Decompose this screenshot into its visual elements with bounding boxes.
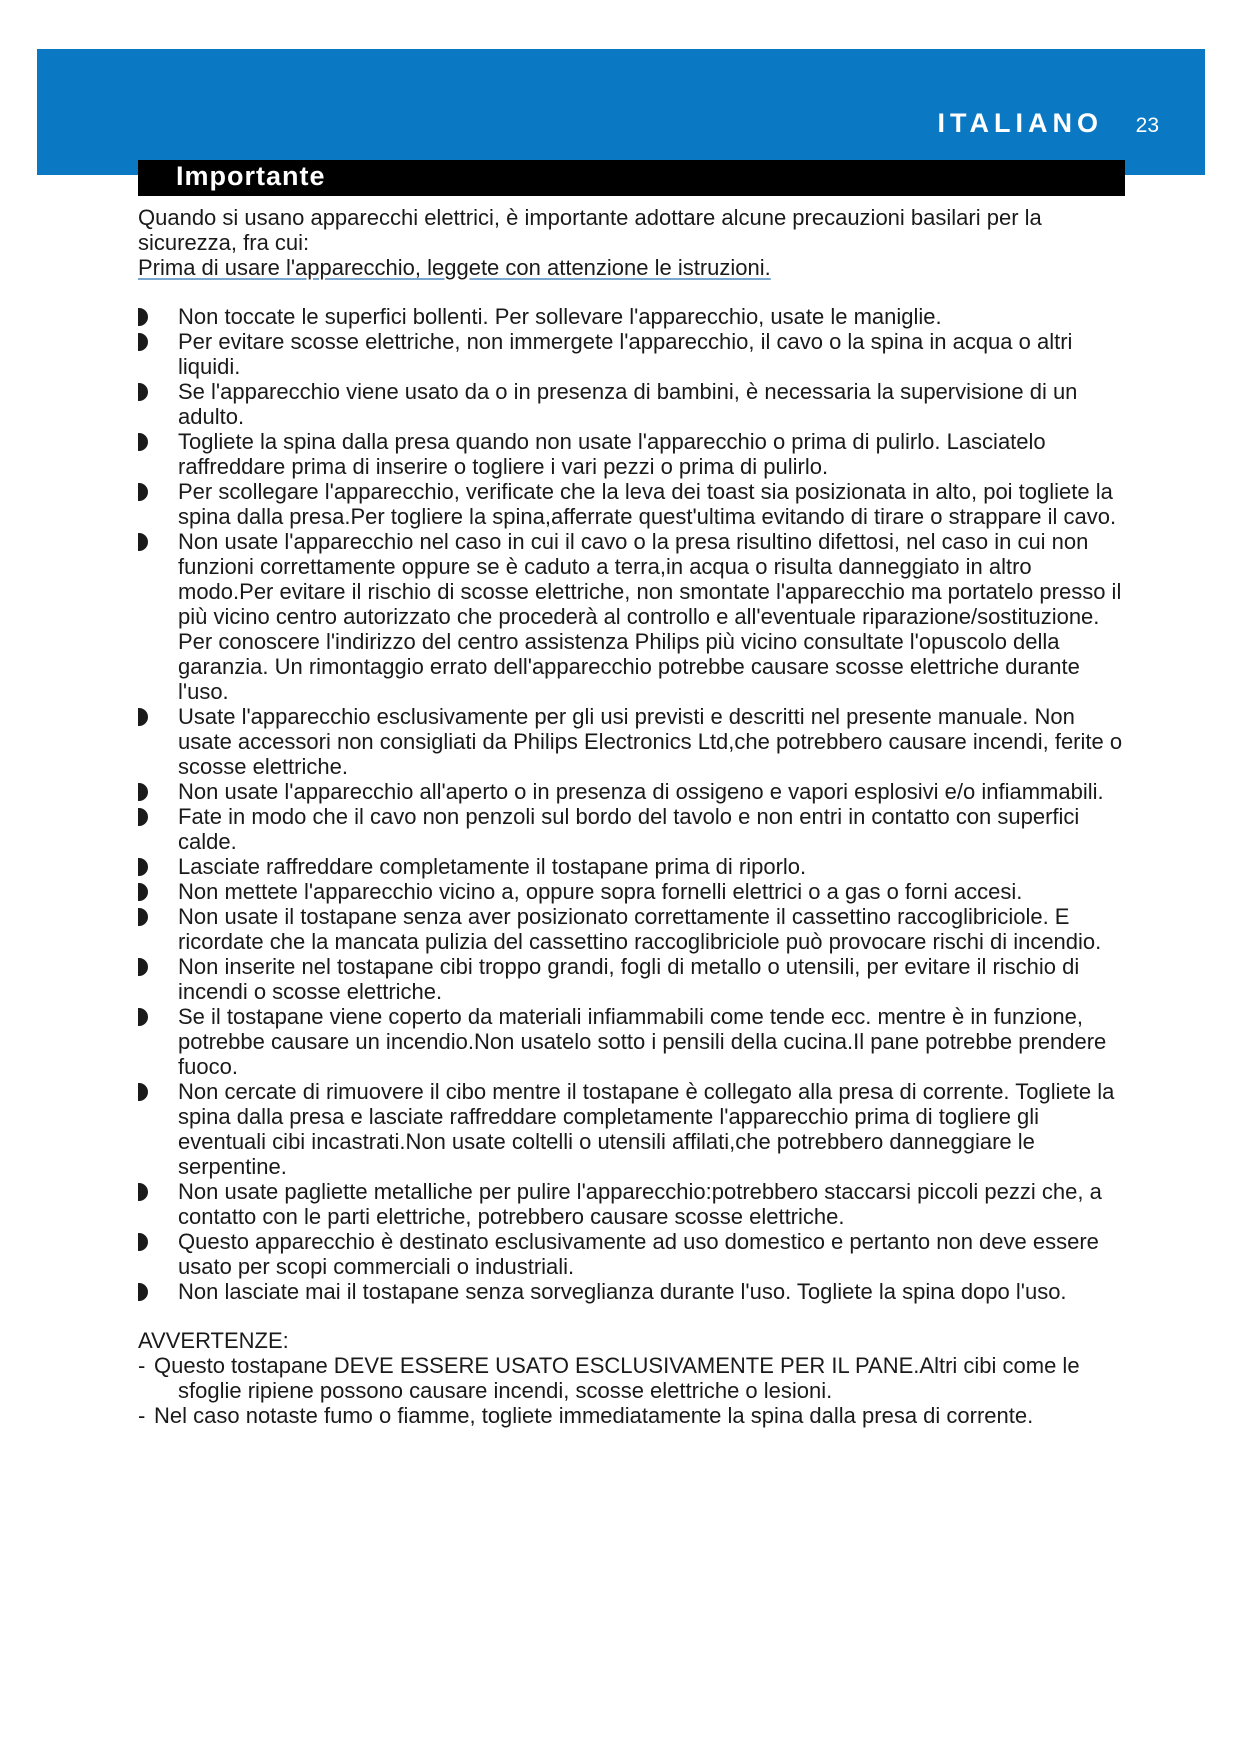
safety-item (138, 779, 1128, 804)
safety-item (138, 1279, 1128, 1304)
warning-item (138, 1403, 1128, 1428)
safety-item (138, 329, 1128, 379)
safety-item (138, 854, 1128, 879)
safety-item-text: Non lasciate mai il tostapane senza sorveglianza durante l'uso. Togliete la spina dopo l'uso. (178, 1279, 1067, 1304)
warnings (138, 1328, 1128, 1428)
dash-marker: - (138, 1403, 146, 1428)
safety-item-text: Non usate l'apparecchio all'aperto o in presenza di ossigeno e vapori esplosivi e/o infiammabili. (178, 779, 1104, 804)
safety-item (138, 479, 1128, 529)
safety-item (138, 1079, 1128, 1179)
bullet-icon (138, 433, 148, 451)
page-number: 23 (1135, 114, 1159, 137)
safety-item-text: Non cercate di rimuovere il cibo mentre il tostapane è collegato alla presa di corrente. Togliete la spina dalla presa e lasciate raffreddare completamente l'apparecchio prima di togliere gli eventuali cibi incastrati.Non usate coltelli o utensili affilati,che potrebbero danneggiare le serpentine. (178, 1079, 1115, 1179)
safety-item-text: Non inserite nel tostapane cibi troppo grandi, fogli di metallo o utensili, per evitare il rischio di incendi o scosse elettriche. (178, 954, 1080, 1004)
bullet-icon (138, 958, 148, 976)
bullet-icon (138, 1233, 148, 1251)
bullet-icon (138, 1083, 148, 1101)
bullet-icon (138, 533, 148, 551)
bullet-icon (138, 1008, 148, 1026)
safety-item-text: Non usate l'apparecchio nel caso in cui il cavo o la presa risultino difettosi, nel caso in cui non funzioni correttamente oppure se è caduto a terra,in acqua o risulta danneggiato in altro modo.Per evitare il rischio di scosse elettriche, non smontate l'apparecchio ma portatelo presso il più vicino centro autorizzato che procederà al controllo e all'eventuale riparazione/sostituzione. Per conoscere l'indirizzo del centro assistenza Philips più vicino consultate l'opuscolo della garanzia. Un rimontaggio errato dell'apparecchio potrebbe causare scosse elettriche durante l'uso. (178, 529, 1122, 704)
section-header (138, 160, 1125, 196)
safety-item (138, 304, 1128, 329)
safety-item (138, 429, 1128, 479)
warning-text: Questo tostapane DEVE ESSERE USATO ESCLUSIVAMENTE PER IL PANE.Altri cibi come le sfoglie ripiene possono causare incendi, scosse elettriche o lesioni. (154, 1353, 1080, 1403)
intro-text: Quando si usano apparecchi elettrici, è importante adottare alcune precauzioni basilari per la sicurezza, fra cui: (138, 205, 1042, 255)
bullet-icon (138, 1283, 148, 1301)
safety-item-text: Se l'apparecchio viene usato da o in presenza di bambini, è necessaria la supervisione di un adulto. (178, 379, 1078, 429)
safety-item (138, 904, 1128, 954)
bullet-icon (138, 908, 148, 926)
safety-item-text: Non usate pagliette metalliche per pulire l'apparecchio:potrebbero staccarsi piccoli pezzi che, a contatto con le parti elettriche, potrebbero causare scosse elettriche. (178, 1179, 1102, 1229)
intro (138, 205, 1128, 280)
safety-item (138, 954, 1128, 1004)
safety-item-text: Non usate il tostapane senza aver posizionato correttamente il cassettino raccoglibriciole. E ricordate che la mancata pulizia del cassettino raccoglibriciole può provocare rischi di incendio. (178, 904, 1102, 954)
bullet-icon (138, 383, 148, 401)
safety-list (138, 304, 1128, 1304)
safety-item (138, 704, 1128, 779)
bullet-icon (138, 1183, 148, 1201)
bullet-icon (138, 333, 148, 351)
safety-item-text: Non mettete l'apparecchio vicino a, oppure sopra fornelli elettrici o a gas o forni accesi. (178, 879, 1023, 904)
bullet-icon (138, 808, 148, 826)
safety-item-text: Usate l'apparecchio esclusivamente per gli usi previsti e descritti nel presente manuale. Non usate accessori non consigliati da Philips Electronics Ltd,che potrebbero causare incendi, ferite o scosse elettriche. (178, 704, 1123, 779)
safety-item (138, 1229, 1128, 1279)
warnings-title: AVVERTENZE: (138, 1328, 289, 1353)
safety-item-text: Per evitare scosse elettriche, non immergete l'apparecchio, il cavo o la spina in acqua o altri liquidi. (178, 329, 1073, 379)
safety-item-text: Per scollegare l'apparecchio, verificate che la leva dei toast sia posizionata in alto, poi togliete la spina dalla presa.Per togliere la spina,afferrate quest'ultima evitando di tirare o strappare il cavo. (178, 479, 1117, 529)
safety-item (138, 1004, 1128, 1079)
safety-item-text: Togliete la spina dalla presa quando non usate l'apparecchio o prima di pulirlo. Lasciatelo raffreddare prima di inserire o togliere i vari pezzi o prima di pulirlo. (178, 429, 1046, 479)
safety-item (138, 879, 1128, 904)
dash-marker: - (138, 1353, 146, 1378)
safety-item-text: Fate in modo che il cavo non penzoli sul bordo del tavolo e non entri in contatto con superfici calde. (178, 804, 1080, 854)
safety-item (138, 1179, 1128, 1229)
bullet-icon (138, 708, 148, 726)
section-title: Importante (176, 161, 326, 191)
warning-text: Nel caso notaste fumo o fiamme, togliete immediatamente la spina dalla presa di corrente. (154, 1403, 1034, 1428)
bullet-icon (138, 858, 148, 876)
bullet-icon (138, 308, 148, 326)
safety-item (138, 804, 1128, 854)
bullet-icon (138, 783, 148, 801)
page-content (138, 205, 1128, 1428)
safety-item (138, 379, 1128, 429)
safety-item (138, 529, 1128, 704)
safety-item-text: Se il tostapane viene coperto da materiali infiammabili come tende ecc. mentre è in funzione, potrebbe causare un incendio.Non usatelo sotto i pensili della cucina.Il pane potrebbe prendere fuoco. (178, 1004, 1107, 1079)
bullet-icon (138, 883, 148, 901)
intro-lead: Prima di usare l'apparecchio, leggete con attenzione le istruzioni. (138, 255, 771, 280)
bullet-icon (138, 483, 148, 501)
safety-item-text: Questo apparecchio è destinato esclusivamente ad uso domestico e pertanto non deve essere usato per scopi commerciali o industriali. (178, 1229, 1099, 1279)
safety-item-text: Non toccate le superfici bollenti. Per sollevare l'apparecchio, usate le maniglie. (178, 304, 942, 329)
safety-item-text: Lasciate raffreddare completamente il tostapane prima di riporlo. (178, 854, 807, 879)
warning-item (138, 1353, 1128, 1403)
language-label: ITALIANO (937, 108, 1103, 138)
